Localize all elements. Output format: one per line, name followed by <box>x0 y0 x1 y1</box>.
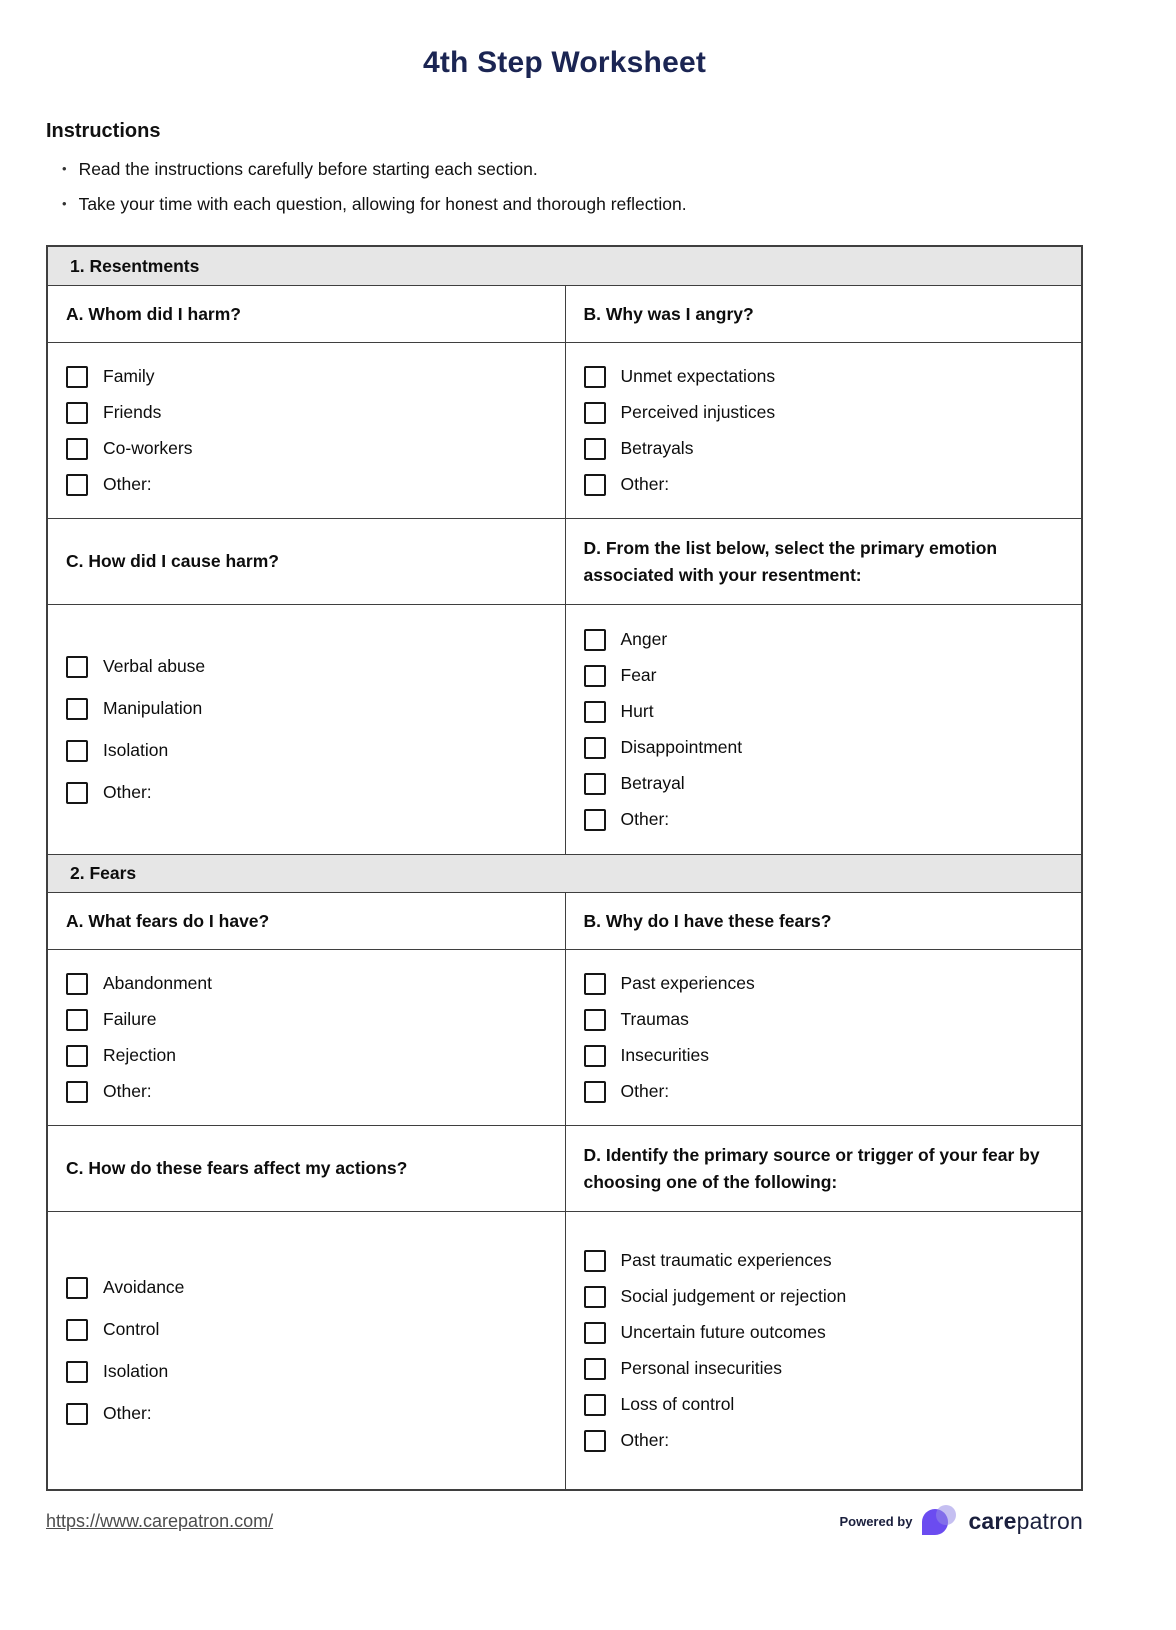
options-cell-1d <box>565 605 1082 854</box>
checkbox-label: Hurt <box>620 701 654 721</box>
checkbox-option <box>584 1081 1064 1103</box>
question-row <box>48 1125 1081 1211</box>
bullet-icon: • <box>62 161 67 176</box>
carepatron-logo-icon <box>922 1505 958 1537</box>
checkbox-option <box>66 1319 547 1341</box>
checkbox-label: Betrayal <box>620 773 685 793</box>
checkbox-option <box>584 973 1064 995</box>
options-row <box>48 342 1081 518</box>
checkbox-option <box>584 474 1064 496</box>
options-cell-1b <box>565 343 1082 518</box>
checkbox[interactable] <box>66 973 88 995</box>
options-cell-2d <box>565 1212 1082 1489</box>
checkbox[interactable] <box>66 1009 88 1031</box>
checkbox[interactable] <box>66 438 88 460</box>
checkbox-option <box>584 809 1064 831</box>
checkbox-option <box>66 782 547 804</box>
options-cell-2c <box>48 1212 565 1489</box>
checkbox[interactable] <box>584 809 606 831</box>
checkbox-option <box>584 701 1064 723</box>
checkbox-option <box>584 1286 1064 1308</box>
instruction-item <box>46 194 1083 215</box>
brand-patron: patron <box>1016 1507 1083 1534</box>
checkbox-option <box>584 366 1064 388</box>
powered-by <box>839 1505 1083 1537</box>
checkbox-label: Isolation <box>103 740 169 760</box>
checkbox-label: Perceived injustices <box>620 402 776 422</box>
checkbox-label: Other: <box>103 782 152 802</box>
checkbox-option <box>584 1430 1064 1452</box>
question-row <box>48 518 1081 604</box>
checkbox-label: Social judgement or rejection <box>620 1286 847 1306</box>
checkbox-option <box>584 438 1064 460</box>
instruction-text: Take your time with each question, allowing for honest and thorough reflection. <box>78 194 687 214</box>
checkbox[interactable] <box>584 438 606 460</box>
checkbox-label: Betrayals <box>620 438 694 458</box>
checkbox[interactable] <box>66 740 88 762</box>
section-title: 2. Fears <box>70 863 137 883</box>
checkbox[interactable] <box>584 402 606 424</box>
checkbox[interactable] <box>66 402 88 424</box>
checkbox-label: Failure <box>103 1009 157 1029</box>
question-cell-1a: A. Whom did I harm? <box>66 303 241 324</box>
question-row <box>48 892 1081 949</box>
checkbox[interactable] <box>66 1319 88 1341</box>
checkbox[interactable] <box>584 665 606 687</box>
checkbox[interactable] <box>584 474 606 496</box>
checkbox-option <box>66 366 547 388</box>
checkbox-option <box>66 402 547 424</box>
checkbox-option <box>584 402 1064 424</box>
checkbox[interactable] <box>66 698 88 720</box>
checkbox-option <box>66 740 547 762</box>
checkbox[interactable] <box>66 474 88 496</box>
checkbox[interactable] <box>584 1081 606 1103</box>
checkbox-label: Past experiences <box>620 973 755 993</box>
checkbox-option <box>66 698 547 720</box>
brand-care: care <box>968 1507 1017 1534</box>
checkbox-option <box>584 737 1064 759</box>
checkbox[interactable] <box>584 1009 606 1031</box>
checkbox-option <box>584 1045 1064 1067</box>
question-cell-1b: B. Why was I angry? <box>565 286 1082 342</box>
powered-by-label: Powered by <box>839 1513 913 1529</box>
checkbox-label: Other: <box>103 1403 152 1423</box>
checkbox-label: Rejection <box>103 1045 176 1065</box>
checkbox[interactable] <box>584 1322 606 1344</box>
checkbox[interactable] <box>66 1045 88 1067</box>
checkbox-label: Insecurities <box>620 1045 710 1065</box>
checkbox[interactable] <box>584 1045 606 1067</box>
instruction-item <box>46 159 1083 180</box>
checkbox-label: Loss of control <box>620 1394 735 1414</box>
checkbox-option <box>584 1394 1064 1416</box>
checkbox-label: Anger <box>620 629 668 649</box>
options-cell-1c <box>48 605 565 854</box>
section-header-resentments <box>48 247 1081 285</box>
question-cell-2b: B. Why do I have these fears? <box>565 893 1082 949</box>
checkbox-option <box>584 665 1064 687</box>
checkbox-option <box>584 1009 1064 1031</box>
logo-circle-shape <box>936 1505 956 1525</box>
footer-link[interactable]: https://www.carepatron.com/ <box>46 1510 274 1531</box>
checkbox[interactable] <box>584 1286 606 1308</box>
checkbox-label: Isolation <box>103 1361 169 1381</box>
checkbox-option <box>584 1358 1064 1380</box>
options-cell-1a <box>48 343 565 518</box>
checkbox[interactable] <box>584 366 606 388</box>
checkbox-option <box>584 629 1064 651</box>
page-title: 4th Step Worksheet <box>422 46 707 79</box>
checkbox[interactable] <box>66 1277 88 1299</box>
checkbox-label: Control <box>103 1319 160 1339</box>
checkbox-label: Other: <box>103 1081 152 1101</box>
checkbox-label: Past traumatic experiences <box>620 1250 832 1270</box>
checkbox-label: Verbal abuse <box>103 656 206 676</box>
checkbox-label: Family <box>103 366 155 386</box>
checkbox-label: Abandonment <box>103 973 212 993</box>
checkbox[interactable] <box>66 656 88 678</box>
checkbox-option <box>66 1403 547 1425</box>
checkbox[interactable] <box>584 1358 606 1380</box>
checkbox-option <box>66 438 547 460</box>
checkbox-label: Other: <box>103 474 152 494</box>
checkbox-label: Co-workers <box>103 438 193 458</box>
checkbox-label: Avoidance <box>103 1277 185 1297</box>
question-cell-2d: D. Identify the primary source or trigger of your fear by choosing one of the following: <box>565 1126 1082 1211</box>
checkbox-label: Uncertain future outcomes <box>620 1322 826 1342</box>
instructions-heading: Instructions <box>46 120 161 142</box>
checkbox[interactable] <box>66 1361 88 1383</box>
checkbox[interactable] <box>66 366 88 388</box>
checkbox-label: Traumas <box>620 1009 689 1029</box>
checkbox[interactable] <box>584 1394 606 1416</box>
checkbox-option <box>66 474 547 496</box>
question-cell-2c: C. How do these fears affect my actions? <box>66 1158 408 1179</box>
checkbox[interactable] <box>66 1403 88 1425</box>
checkbox-option <box>66 1045 547 1067</box>
checkbox[interactable] <box>66 1081 88 1103</box>
checkbox-label: Personal insecurities <box>620 1358 782 1378</box>
checkbox-label: Friends <box>103 402 162 422</box>
checkbox-option <box>584 1250 1064 1272</box>
options-row <box>48 604 1081 854</box>
checkbox-option <box>66 1361 547 1383</box>
checkbox[interactable] <box>584 737 606 759</box>
question-cell-1c: C. How did I cause harm? <box>66 551 279 572</box>
checkbox-option <box>584 1322 1064 1344</box>
footer <box>46 1505 1083 1537</box>
checkbox[interactable] <box>66 782 88 804</box>
checkbox[interactable] <box>584 773 606 795</box>
checkbox-option <box>66 973 547 995</box>
question-row <box>48 285 1081 342</box>
checkbox-label: Other: <box>620 809 670 829</box>
options-row <box>48 949 1081 1125</box>
checkbox-label: Other: <box>620 1430 670 1450</box>
checkbox-option <box>66 1081 547 1103</box>
checkbox[interactable] <box>584 1250 606 1272</box>
checkbox-label: Disappointment <box>620 737 743 757</box>
checkbox-option <box>66 656 547 678</box>
question-cell-1d: D. From the list below, select the primary emotion associated with your resentment: <box>565 519 1082 604</box>
section-header-fears <box>48 854 1081 892</box>
checkbox[interactable] <box>584 1430 606 1452</box>
worksheet-table <box>46 245 1083 1491</box>
checkbox-label: Fear <box>620 665 657 685</box>
bullet-icon: • <box>62 196 67 211</box>
options-cell-2b <box>565 950 1082 1125</box>
checkbox-option <box>66 1277 547 1299</box>
instructions-list <box>46 159 1083 215</box>
checkbox[interactable] <box>584 973 606 995</box>
checkbox-label: Other: <box>620 1081 670 1101</box>
checkbox-label: Manipulation <box>103 698 203 718</box>
checkbox-option <box>584 773 1064 795</box>
checkbox[interactable] <box>584 629 606 651</box>
section-title: 1. Resentments <box>70 255 200 276</box>
options-row <box>48 1211 1081 1489</box>
options-cell-2a <box>48 950 565 1125</box>
checkbox-option <box>66 1009 547 1031</box>
question-cell-2a: A. What fears do I have? <box>66 910 270 931</box>
checkbox-label: Unmet expectations <box>620 366 776 386</box>
checkbox[interactable] <box>584 701 606 723</box>
page <box>46 46 1083 1537</box>
brand-name <box>968 1508 1083 1535</box>
instruction-text: Read the instructions carefully before starting each section. <box>78 159 538 179</box>
checkbox-label: Other: <box>620 474 670 494</box>
